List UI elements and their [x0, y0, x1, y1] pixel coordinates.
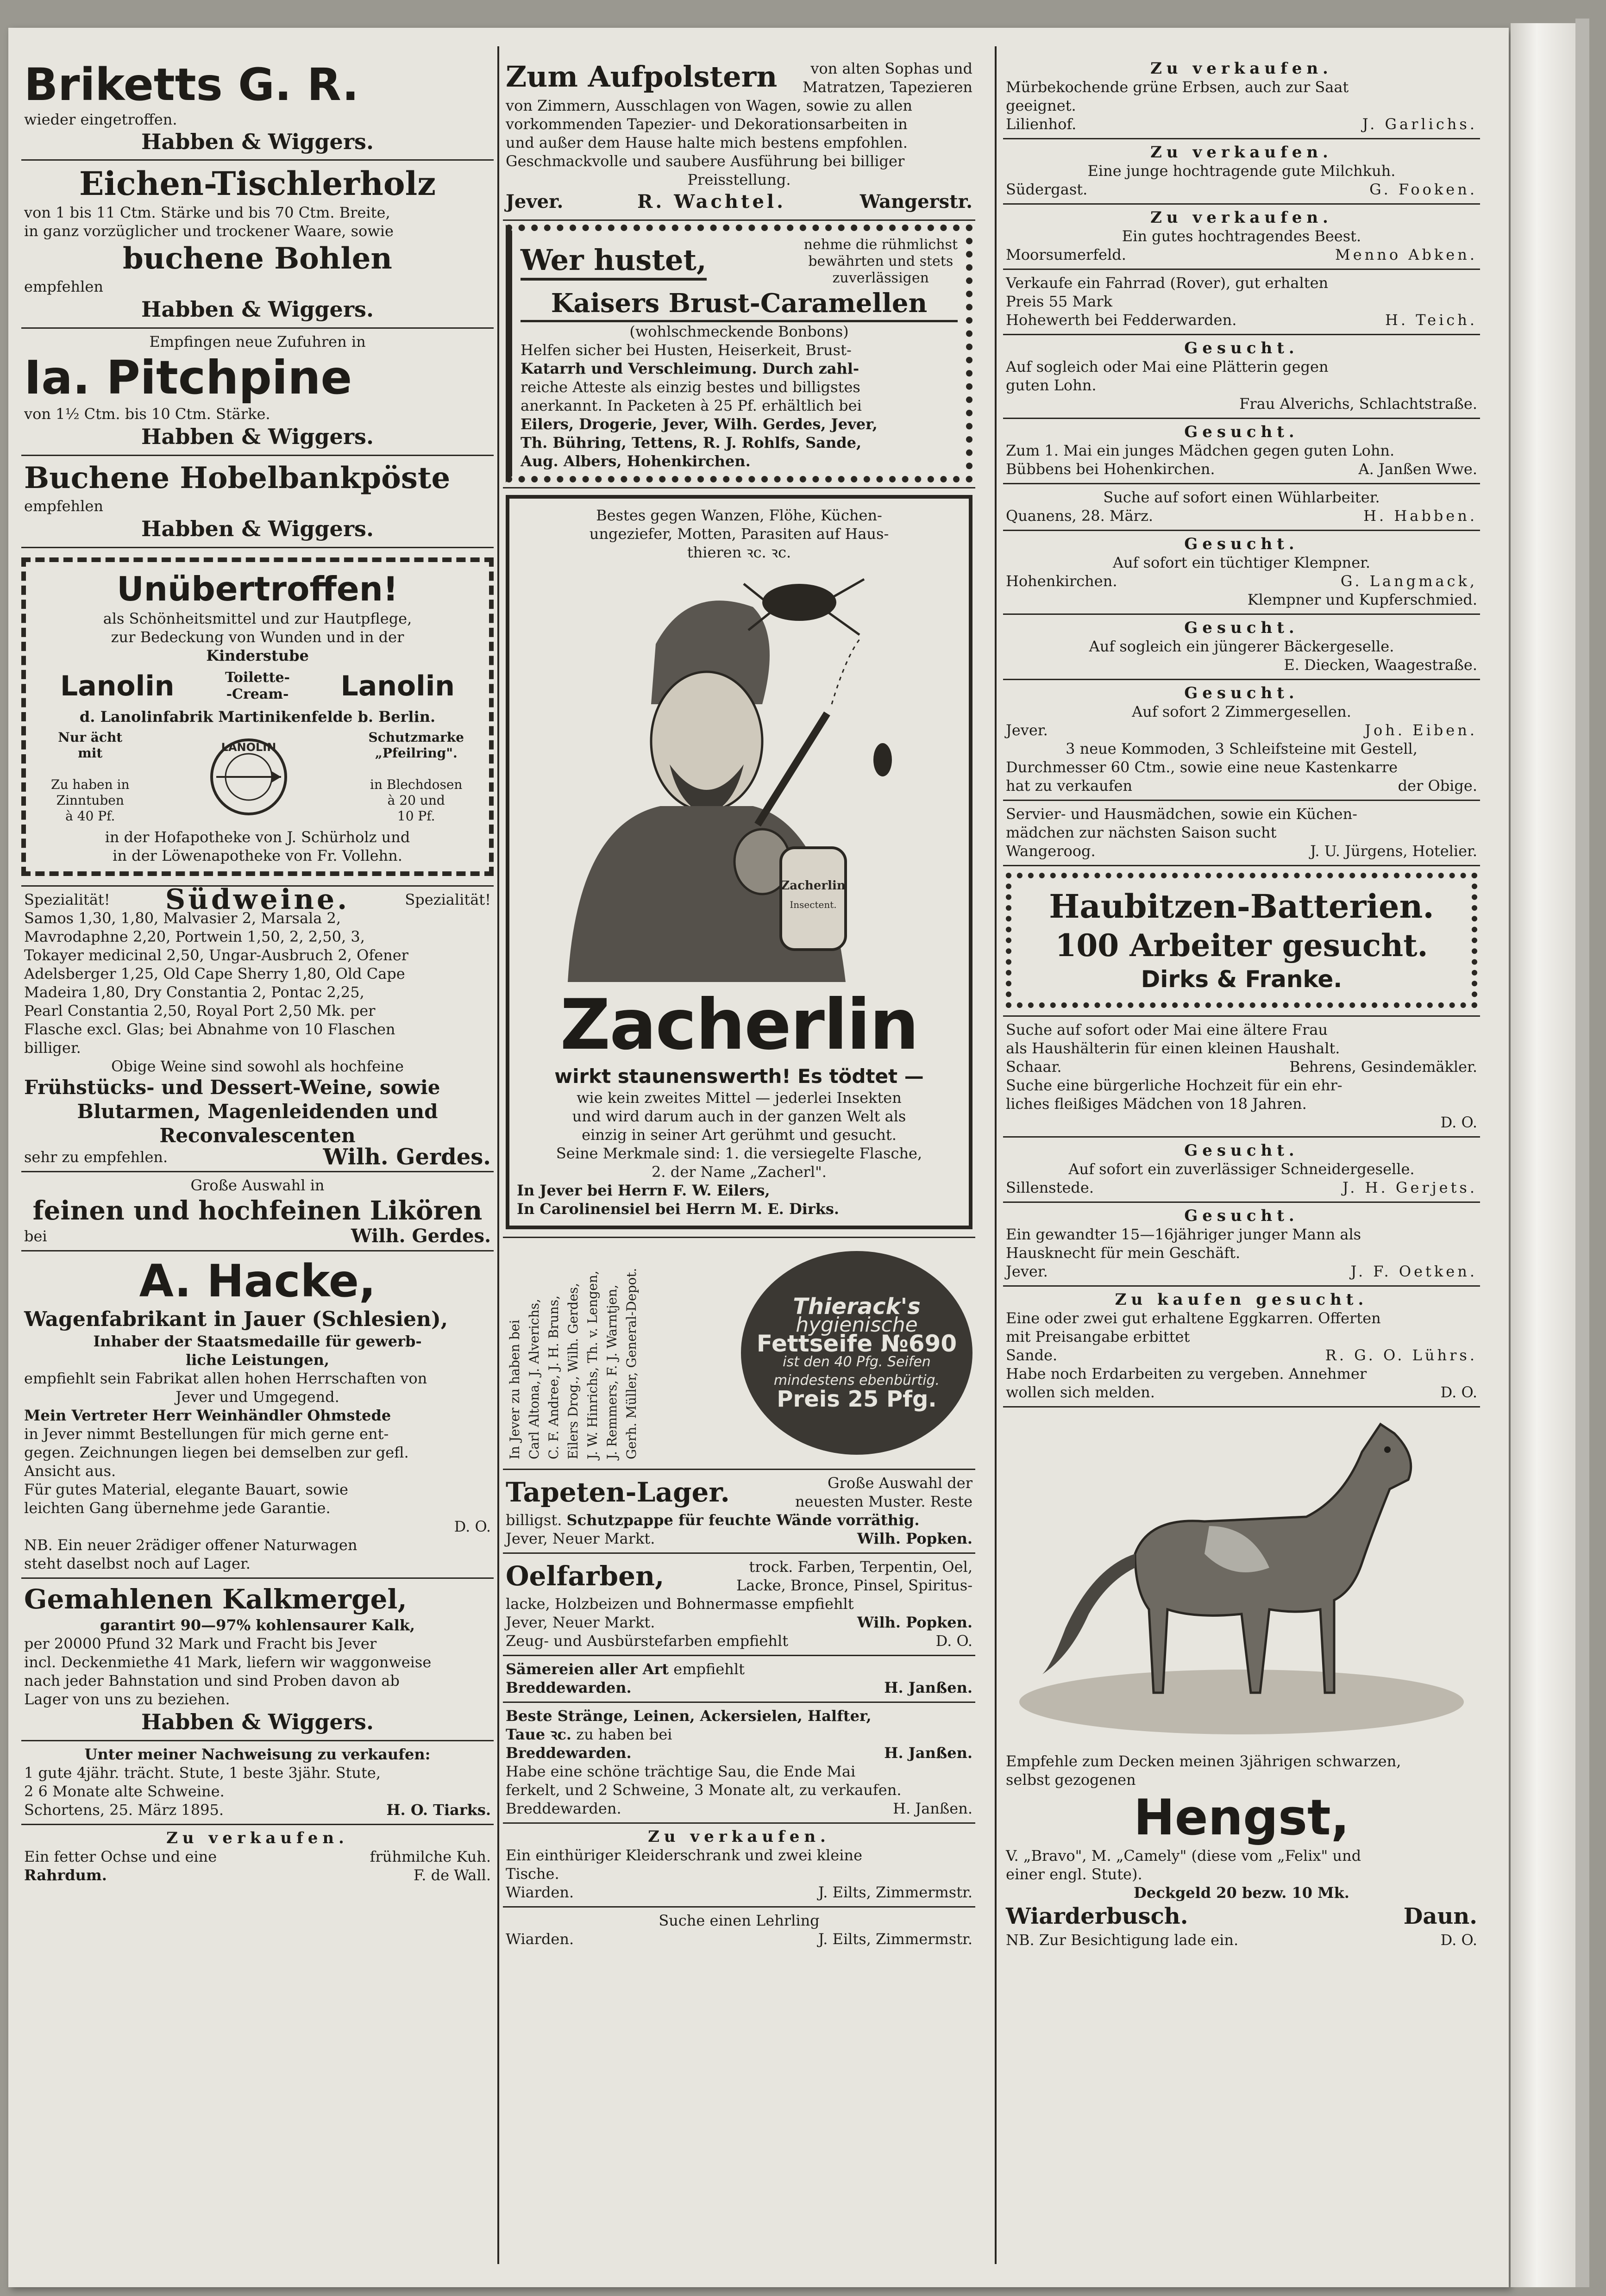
ad-kalkmergel: Gemahlenen Kalkmergel, garantirt 90—97% kohlensaurer Kalk, per 20000 Pfund 32 Mark und Fracht bis Jever incl. Deckenmiethe 41 Mark, liefern wir waggonweise nach jeder Bahnstation und sind Proben davon ab Lager von uns zu beziehen. Habben & Wiggers.	[21, 1579, 494, 1741]
ad-tiarks: Unter meiner Nachweisung zu verkaufen: 1 gute 4jähr. trächt. Stute, 1 beste 3jähr. Stute, 2 6 Monate alte Schweine. Schortens, 25. März 1895. H. O. Tiarks.	[21, 1741, 494, 1825]
ad-hacke: A. Hacke, Wagenfabrikant in Jauer (Schlesien), Inhaber der Staatsmedaille für gewerb- liche Leistungen, empfiehlt sein Fabrikat allen hohen Herrschaften von Jever und Umgegend. Mein Vertreter Herr Weinhändler Ohmstede in Jever nimmt Bestellungen für mich gerne ent- gegen. Zeichnungen liegen bei demselben zur gefl. Ansicht aus. Für gutes Material, elegante Bauart, sowie leichten Gang übernehme jede Garantie. D. O. NB. Ein neuer 2rädiger offener Naturwagen steht daselbst noch auf Lager.	[21, 1251, 494, 1579]
ad-teich: Verkaufe ein Fahrrad (Rover), gut erhalten Preis 55 Mark Hohewerth bei Fedderwarden. H. Teich.	[1003, 270, 1480, 335]
horse-illustration-icon	[1010, 1415, 1473, 1748]
ad-gerjets: Gesucht. Auf sofort ein zuverlässiger Schneidergeselle. Sillenstede. J. H. Gerjets.	[1003, 1138, 1480, 1203]
svg-text:LANOLIN: LANOLIN	[221, 741, 276, 754]
ad-oelfarben: Oelfarben, trock. Farben, Terpentin, Oel, Lacke, Bronce, Pinsel, Spiritus- lacke, Holzbeizen und Bohnermasse empfiehlt Jever, Neuer Markt. Wilh. Popken. Zeug- und Ausbürstefarben empfiehlt D. O.	[503, 1554, 975, 1656]
ad-haubitzen-batterien: Haubitzen-Batterien. 100 Arbeiter gesucht. Dirks & Franke.	[1003, 866, 1480, 1017]
ad-hengst: Empfehle zum Decken meinen 3jährigen schwarzen, selbst gezogenen Hengst, V. „Bravo", M. „Camely" (diese vom „Felix" und einer engl. Stute). Deckgeld 20 bezw. 10 Mk. Wiarderbusch. Daun. NB. Zur Besichtigung lade ein. D. O.	[1003, 1408, 1480, 1954]
column-right	[1003, 56, 1480, 2269]
column-rule	[497, 46, 499, 2264]
ad-thierack-fettseife: In Jever zu haben bei Carl Altona, J. Alverichs, C. F. Andree, J. H. Bruns, Eilers Drog., Wilh. Gerdes, J. W. Hinrichs, Th. v. Lengen, J. Remmers, F. J. Warntjen, Gerh. Müller, General-Depot. Thierack's hygienische Fettseife №690 ist den 40 Pfg. Seifen mindestens ebenbürtig. Preis 25 Pfg.	[503, 1238, 975, 1470]
ad-luehrs: Zu kaufen gesucht. Eine oder zwei gut erhaltene Eggkarren. Offerten mit Preisangabe erbittet Sande. R. G. O. Lührs. Habe noch Erdarbeiten zu vergeben. Annehmer wollen sich melden. D. O.	[1003, 1287, 1480, 1408]
column-rule	[995, 46, 997, 2264]
ad-eilts-lehrling: Suche einen Lehrling Wiarden. J. Eilts, Zimmermstr.	[506, 1912, 972, 1948]
ad-janssen: Beste Stränge, Leinen, Ackersielen, Halfter, Taue ꝛc. zu haben bei Breddewarden. H. Janßen. Habe eine schöne trächtige Sau, die Ende Mai ferkelt, und 2 Schweine, 3 Monate alt, zu verkaufen. Breddewarden. H. Janßen.	[503, 1703, 975, 1824]
ad-eilts-schrank: Zu verkaufen. Ein einthüriger Kleiderschrank und zwei kleine Tische. Wiarden. J. Eilts, Zimmermstr.	[503, 1824, 975, 1908]
ad-garlichs: Zu verkaufen. Mürbekochende grüne Erbsen, auch zur Saat geeignet. Lilienhof. J. Garlichs.	[1003, 56, 1480, 139]
zacherlin-man-illustration-icon	[540, 565, 938, 982]
ad-langmack: Gesucht. Auf sofort ein tüchtiger Klempner. Hohenkirchen. G. Langmack, Klempner und Kupferschmied.	[1003, 531, 1480, 615]
ad-fooken: Zu verkaufen. Eine junge hochtragende gute Milchkuh. Südergast. G. Fooken.	[1003, 139, 1480, 205]
ad-eiben: Gesucht. Auf sofort 2 Zimmergesellen. Jever. Joh. Eiben. 3 neue Kommoden, 3 Schleifsteine mit Gestell, Durchmesser 60 Ctm., sowie eine neue Kastenkarre hat zu verkaufen der Obige.	[1003, 680, 1480, 801]
svg-text:Insectent.: Insectent.	[790, 899, 837, 910]
ad-suedweine: Spezialität! Südweine. Spezialität! Samos 1,30, 1,80, Malvasier 2, Marsala 2, Mavrodaphne 2,20, Portwein 1,50, 2, 2,50, 3, Tokayer medicinal 2,50, Ungar-Ausbruch 2, Ofener Adelsberger 1,25, Old Cape Sherry 1,80, Old Cape Madeira 1,80, Dry Constantia 2, Pontac 2,25, Pearl Constantia 2,50, Royal Port 2,50 Mk. per Flasche excl. Glas; bei Abnahme von 10 Flaschen billiger. Obige Weine sind sowohl als hochfeine Frühstücks- und Dessert-Weine, sowie Blutarmen, Magenleidenden und Reconvalescenten sehr zu empfehlen. Wilh. Gerdes.	[21, 887, 494, 1172]
ad-tapeten-lager: Tapeten-Lager. Große Auswahl der neuesten Muster. Reste billigst. Schutzpappe für feuchte Wände vorräthig. Jever, Neuer Markt. Wilh. Popken.	[503, 1470, 975, 1554]
ad-eichen-tischlerholz: Eichen-Tischlerholz von 1 bis 11 Ctm. Stärke und bis 70 Ctm. Breite, in ganz vorzüglicher und trockener Waare, sowie buchene Bohlen empfehlen Habben & Wiggers.	[21, 161, 494, 329]
ad-lanolin: Unübertroffen! als Schönheitsmittel und zur Hautpflege, zur Bedeckung von Wunden und in der Kinderstube Lanolin Toilette- -Cream- Lanolin d. Lanolinfabrik Martinikenfelde b. Berlin. Nur ächt mit Zu haben in Zinntuben à 40 Pf. LANOLIN Schutzmarke „Pfeilring". in Blechdosen à 20 und 10 Pf. in der Hofapotheke von J. Schürholz und in der Löwenapotheke von Fr. Vollehn.	[21, 548, 494, 887]
svg-text:Zacherlin: Zacherlin	[781, 879, 846, 893]
ad-pitchpine: Empfingen neue Zufuhren in Ia. Pitchpine von 1½ Ctm. bis 10 Ctm. Stärke. Habben & Wiggers.	[21, 329, 494, 456]
lanolin-seal-icon	[202, 731, 295, 823]
ad-oetken: Gesucht. Ein gewandter 15—16jähriger junger Mann als Hausknecht für mein Geschäft. Jever. J. F. Oetken.	[1003, 1203, 1480, 1287]
ad-kaisers-caramellen: Wer hustet, nehme die rühmlichst bewährten und stets zuverlässigen Kaisers Brust-Caramellen (wohlschmeckende Bonbons) Helfen sicher bei Husten, Heiserkeit, Brust- Katarrh und Verschleimung. Durch zahl- reiche Atteste als einzig bestes und billigstes anerkannt. In Packeten à 25 Pf. erhältlich bei Eilers, Drogerie, Jever, Wilh. Gerdes, Jever, Th. Bühring, Tettens, R. J. Rohlfs, Sande, Aug. Albers, Hohenkirchen.	[503, 221, 975, 488]
ad-behrens: Suche auf sofort oder Mai eine ältere Frau als Haushälterin für einen kleinen Haushalt. Schaar. Behrens, Gesindemäkler. Suche eine bürgerliche Hochzeit für ein ehr- liches fleißiges Mädchen von 18 Jahren. D. O.	[1003, 1017, 1480, 1138]
ad-juergens: Servier- und Hausmädchen, sowie ein Küchen- mädchen zur nächsten Saison sucht Wangeroog. J. U. Jürgens, Hotelier.	[1003, 801, 1480, 866]
ad-janssen-wwe: Gesucht. Zum 1. Mai ein junges Mädchen gegen guten Lohn. Bübbens bei Hohenkirchen. A. Janßen Wwe.	[1003, 419, 1480, 484]
column-left	[21, 56, 494, 2269]
ad-de-wall: Zu verkaufen. Ein fetter Ochse und eine Rahrdum. frühmilche Kuh. F. de Wall.	[24, 1829, 491, 1884]
ad-alverichs: Gesucht. Auf sogleich oder Mai eine Plätterin gegen guten Lohn. Frau Alverichs, Schlachtstraße.	[1003, 335, 1480, 419]
fettseife-badge: Thierack's hygienische Fettseife №690 ist den 40 Pfg. Seifen mindestens ebenbürtig. Preis 25 Pfg.	[741, 1251, 972, 1455]
ad-hobelbankpoeste: Buchene Hobelbankpöste empfehlen Habben & Wiggers.	[21, 456, 494, 548]
ad-habben: Suche auf sofort einen Wühlarbeiter. Quanens, 28. März. H. Habben.	[1003, 484, 1480, 531]
newspaper-page	[8, 28, 1509, 2287]
ad-abken: Zu verkaufen. Ein gutes hochtragendes Beest. Moorsumerfeld. Menno Abken.	[1003, 205, 1480, 270]
column-middle	[503, 56, 975, 2269]
ad-diecken: Gesucht. Auf sogleich ein jüngerer Bäckergeselle. E. Diecken, Waagestraße.	[1003, 615, 1480, 680]
ad-wachtel: Zum Aufpolstern von alten Sophas und Matratzen, Tapezieren von Zimmern, Ausschlagen von Wagen, sowie zu allen vorkommenden Tapezier- und Dekorationsarbeiten in und außer dem Hause halte mich bestens empfohlen. Geschmackvolle und saubere Ausführung bei billiger Preisstellung. Jever. R. Wachtel. Wangerstr.	[503, 56, 975, 221]
book-spine	[1575, 19, 1589, 2287]
ad-briketts: Briketts G. R. wieder eingetroffen. Habben & Wiggers.	[21, 56, 494, 161]
ad-saemereien: Sämereien aller Art empfiehlt Breddewarden. H. Janßen.	[503, 1656, 975, 1703]
ad-likoere: Große Auswahl in feinen und hochfeinen Likören bei Wilh. Gerdes.	[21, 1172, 494, 1251]
ad-zacherlin: Bestes gegen Wanzen, Flöhe, Küchen- ungeziefer, Motten, Parasiten auf Haus- thieren ꝛc. ꝛc. Zacherlin Insectent. Zacherlin wirkt staunenswerth! Es tödtet — wie kein zweites Mittel — jederlei Insekten und wird darum auch in der ganzen Welt als einzig in seiner Art gerühmt und gesucht. Seine Merkmale sind: 1. die versiegelte Flasche, 2. der Name „Zacherl". In Jever bei Herrn F. W. Eilers, In Carolinensiel bei Herrn M. E. Dirks.	[503, 488, 975, 1238]
page-edge	[1511, 23, 1575, 2287]
